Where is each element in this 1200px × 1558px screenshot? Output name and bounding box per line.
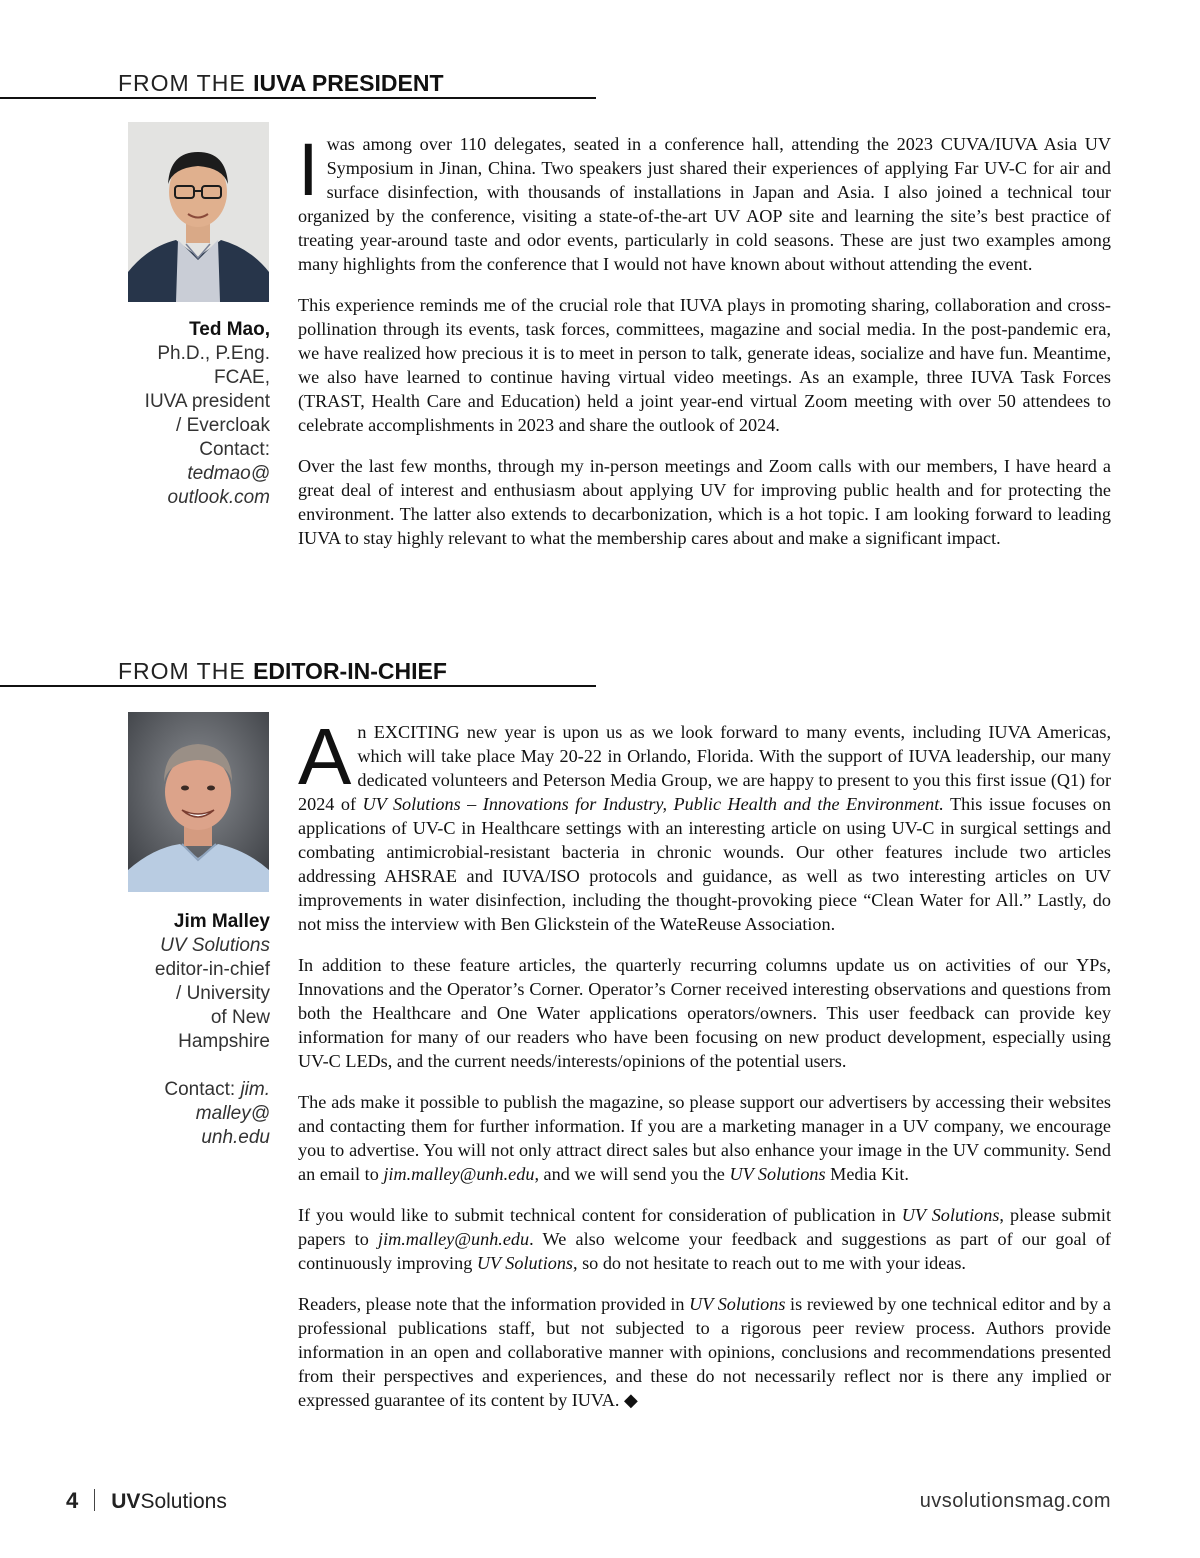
editor-drop-cap: A [298,712,352,801]
end-mark-icon: ◆ [623,1390,638,1410]
editor-contact: Contact: jim. [164,1079,270,1100]
president-sidebar [100,318,270,510]
editor-letter [298,712,1112,1429]
editor-paragraph-5: Readers, please note that the information provided in UV Solutions is reviewed by one technical editor and by a professional publications staff, but not subjected to a rigorous peer review process. Authors provide information in an open and collaborative manner with opinions, conclusions and recommendations presented from their perspectives and experiences, and these do not necessarily reflect nor is there any implied or expressed guarantee of its content by IUVA. ◆ [298,1294,1111,1410]
editor-org-line-1: / University [176,983,270,1004]
president-letter [298,128,1111,567]
footer-page-info [66,1488,227,1514]
editor-email-part-3: unh.edu [201,1127,270,1148]
editor-sidebar [100,910,270,1150]
president-role: IUVA president [144,391,270,412]
section-rule [0,97,596,99]
editor-org-line-2: of New [210,1007,270,1028]
editor-paragraph-3: The ads make it possible to publish the magazine, so please support our advertisers by accessing their websites and contacting them for further information. If you are a marketing manager in a UV company, we encourage you to advertise. You will not only attract direct sales but also enhance your image in the UV community. Send an email to jim.malley@unh.edu, and we will send you the UV Solutions Media Kit. [298,1092,1111,1184]
ted-mao-portrait [128,122,269,302]
section-rule [0,685,596,687]
editor-paragraph-2: In addition to these feature articles, the quarterly recurring columns update us on activities of our YPs, Innovations and the Operator’s Corner. Operator’s Corner received interesting observations and questions from both the Healthcare and One Water applications operators/owners. This user feedback can provide key information for many of our readers who have been focusing on new product development, especially using UV-C LEDs, and the current needs/interests/opinions of the potential users. [298,955,1111,1071]
president-org: / Evercloak [176,415,270,436]
editor-paragraph-1: An EXCITING new year is upon us as we look forward to many events, including IUVA Americas, which will take place May 20-22 in Orlando, Florida. With the support of IUVA leadership, our many dedicated volunteers and Peterson Media Group, we are happy to present to you this first issue (Q1) for 2024 of UV Solutions – Innovations for Industry, Public Health and the Environment. This issue focuses on applications of UV-C in Healthcare settings with an interesting article on using UV-C in surgical settings and combating antimicrobial-resistant bacteria in chronic wounds. Our other features include two articles addressing AHSRAE and IUVA/ISO protocols and guidance, as well as two interesting articles on UV improvements in water disinfection, including the thought-provoking piece “Clean Water for All.” Lastly, do not miss the interview with Ben Glickstein of the WateReuse Association. [298,712,1111,934]
editor-email-part-2: malley@ [195,1103,270,1124]
page-number: 4 [66,1488,79,1513]
president-contact-label: Contact: [199,439,270,460]
president-email-part-1: tedmao@ [187,463,270,484]
footer-website[interactable]: uvsolutionsmag.com [919,1490,1111,1512]
editor-role: editor-in-chief [154,959,270,980]
editor-name: Jim Malley [173,911,270,932]
president-email-part-2: outlook.com [167,487,270,508]
editor-publication: UV Solutions [160,935,270,956]
footer-divider [94,1489,95,1511]
editor-email-link[interactable]: jim.malley@unh.edu [378,1229,530,1249]
editor-org-line-3: Hampshire [178,1031,270,1052]
editor-paragraph-4: If you would like to submit technical content for consideration of publication in UV Solutions, please submit papers to jim.malley@unh.edu. We also welcome your feedback and suggestions as part of our goal of continuously improving UV Solutions, so do not hesitate to reach out to me with your ideas. [298,1205,1112,1273]
president-name: Ted Mao, [189,319,270,340]
president-fcae: FCAE, [214,367,270,388]
footer-brand: UVSolutions [111,1490,227,1513]
president-drop-cap: I [298,128,319,211]
president-paragraph-2: This experience reminds me of the crucial role that IUVA plays in promoting sharing, collaboration and cross-pollination through its events, task forces, committees, magazine and social media. In the post-pandemic era, we have realized how precious it is to meet in person to talk, generate ideas, socialize and have fun. Meantime, we also have learned to continue having virtual video meetings. As an example, three IUVA Task Forces (TRAST, Health Care and Education) held a joint year-end virtual Zoom meeting with over 50 attendees to celebrate accomplishments in 2023 and share the outlook of 2024. [298,295,1111,435]
editor-section-heading: FROM THE EDITOR-IN-CHIEF [118,658,447,684]
president-paragraph-3: Over the last few months, through my in-person meetings and Zoom calls with our members, I have heard a great deal of interest and enthusiasm about applying UV for improving public health and for protecting the environment. The latter also extends to decarbonization, which is a hot topic. I am looking forward to leading IUVA to stay highly relevant to what the membership cares about and make a significant impact. [298,456,1111,548]
jim-malley-portrait [128,712,269,892]
editor-email-link[interactable]: jim.malley@unh.edu [383,1164,535,1184]
president-paragraph-1: Iwas among over 110 delegates, seated in a conference hall, attending the 2023 CUVA/IUVA Asia UV Symposium in Jinan, China. Two speakers just shared their experiences of applying Far UV-C for air and surface disinfection, with thousands of installations in Japan and Asia. I also joined a technical tour organized by the conference, visiting a state-of-the-art UV AOP site and learning the site’s best practice of treating year-around taste and odor events, particularly in cold seasons. These are just two examples among many highlights from the conference that I would not have known about without attending the event. [298,128,1111,274]
president-credentials: Ph.D., P.Eng. [157,343,270,364]
president-section-heading: FROM THE IUVA PRESIDENT [118,70,444,96]
